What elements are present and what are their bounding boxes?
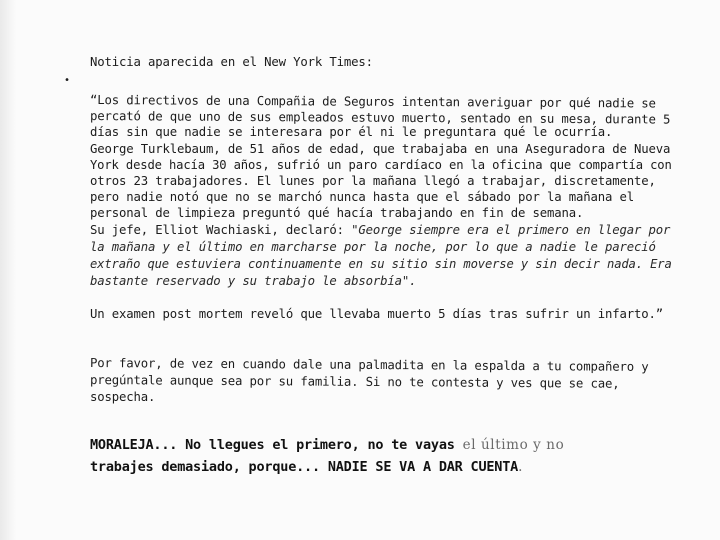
paragraph3-line: sospecha. — [90, 390, 156, 404]
paragraph1-line: personal de limpieza preguntó qué hacía trabajando en fin de semana. — [90, 206, 584, 220]
quote-first-line — [90, 222, 670, 238]
paragraph1-line: “Los directivos de una Compañia de Seguros intentan averiguar por qué nadie se — [89, 93, 656, 111]
paragraph3-line: pregúntale aunque sea por su familia. Si no te contesta y ves que se cae, — [89, 373, 620, 391]
paragraph2: Un examen post mortem reveló que llevaba muerto 5 días tras sufrir un infarto.” — [90, 307, 664, 321]
bullet-mark: • — [64, 75, 70, 86]
moral-faint: el último y no — [462, 437, 565, 453]
moral-strong: MORALEJA... No llegues el primero, no te vayas — [90, 437, 463, 453]
moral-line — [90, 437, 564, 453]
paragraph1-line: días sin que nadie se interesara por él ni le preguntara qué le ocurría. — [90, 125, 613, 139]
paragraph1-line: percató de que uno de sus empleados estuvo muerto, sentado en su mesa, durante 5 — [89, 109, 671, 127]
paragraph1-line: pero nadie notó que no se marchó nunca hasta que el sábado por la mañana el — [90, 190, 635, 204]
scan-edge-shadow — [0, 0, 16, 540]
quote-text: "George siempre era el primero en llegar por — [351, 223, 671, 237]
heading: Noticia aparecida en el New York Times: — [90, 55, 373, 69]
quote-line: la mañana y el último en marcharse por la noche, por lo que a nadie le pareció — [90, 240, 656, 254]
paragraph1-line: York desde hacía 30 años, sufrió un paro cardíaco en la oficina que compartía con — [90, 158, 672, 172]
quote-line: extraño que estuviera continuamente en su sitio sin moverse y sin decir nada. Era — [90, 257, 672, 271]
paragraph1-line: George Turklebaum, de 51 años de edad, que trabajaba en una Aseguradora de Nueva — [90, 142, 671, 156]
paragraph1-line: otros 23 trabajadores. El lunes por la mañana llegó a trabajar, discretamente, — [90, 174, 656, 188]
quote-intro: Su jefe, Elliot Wachiaski, declaró: — [90, 223, 352, 237]
quote-line: bastante reservado y su trabajo le absorbía". — [90, 274, 417, 288]
moral-faint: . — [518, 459, 524, 475]
moral-line — [90, 459, 523, 475]
paragraph3-line: Por favor, de vez en cuando dale una palmadita en la espalda a tu compañero y — [89, 356, 649, 374]
moral-strong: trabajes demasiado, porque... NADIE SE VA A DAR CUENTA — [90, 459, 519, 475]
